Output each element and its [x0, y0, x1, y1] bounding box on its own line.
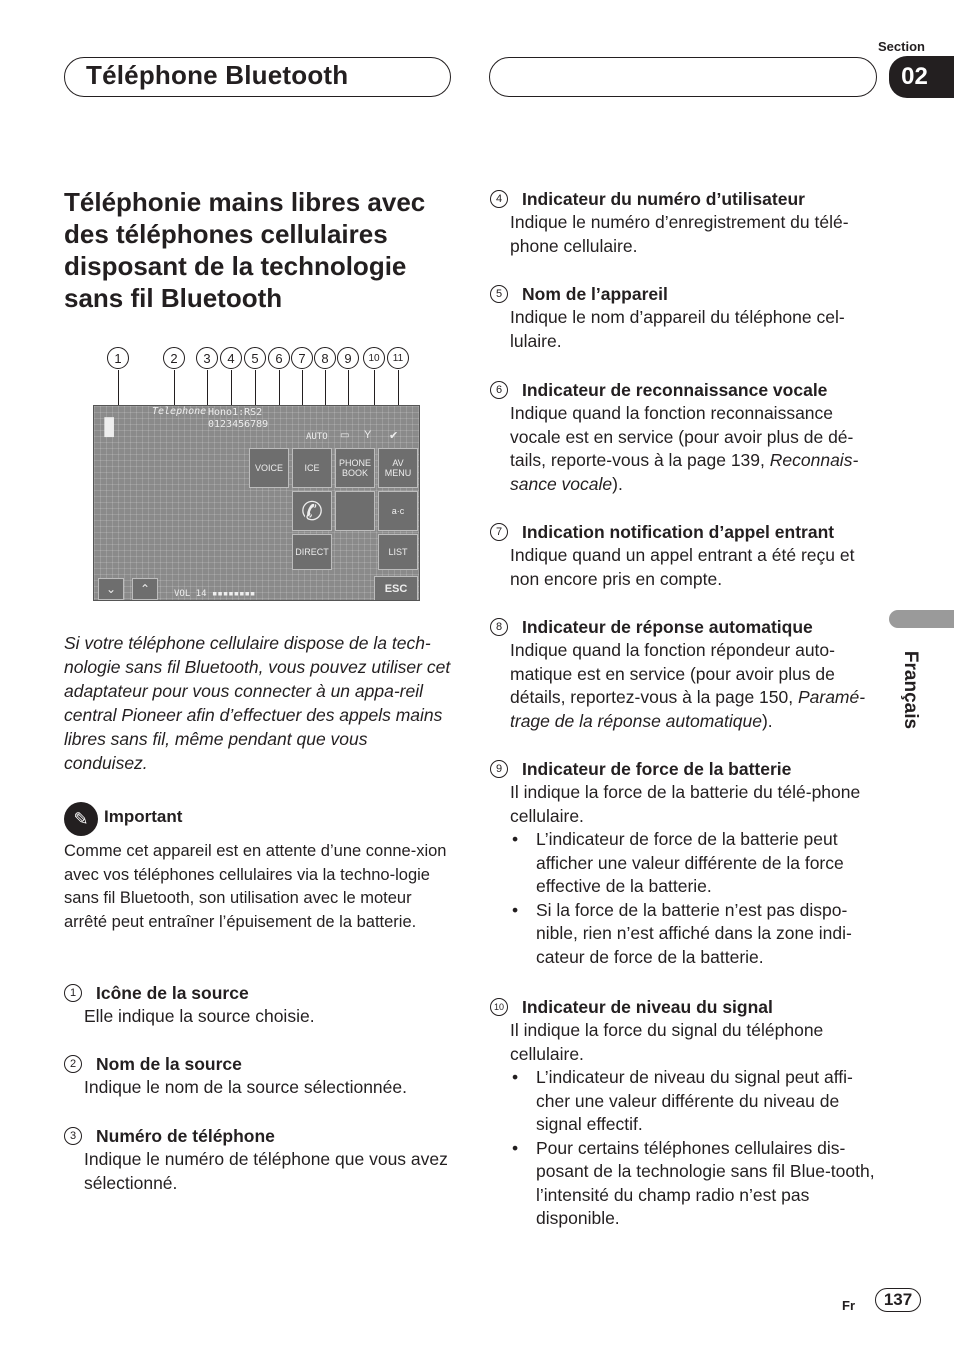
bullet-text: Pour certains téléphones cellulaires dis-posant de la technologie sans fil Blue-tooth, l’intensité du champ radio n’est pas disponible.	[536, 1137, 875, 1228]
screen-voice-button[interactable]: VOICE	[249, 448, 289, 488]
screen-volume-label: VOL 14	[174, 589, 207, 599]
screen-ice-button[interactable]: ICE	[292, 448, 332, 488]
important-text: Comme cet appareil est en attente d’une conne-xion avec vos téléphones cellulaires via la techno-logie sans fil Bluetooth, son utilisation avec le moteur arrêté peut entraîner l’épuisement de la batterie.	[64, 842, 447, 931]
item-source-icon	[64, 982, 454, 1029]
item-body-text: Indique quand la fonction répondeur auto-matique est en service (pour avoir plus de détails, reportez-vous à la page 150,	[510, 640, 835, 707]
screen-esc-button[interactable]: ESC	[374, 576, 418, 601]
signal-icon: Y	[364, 429, 372, 441]
screen-phone-number: 0123456789	[208, 419, 269, 430]
screen-av-menu-button[interactable]: AV MENU	[378, 448, 418, 488]
item-number: 10	[490, 998, 508, 1016]
item-body-reference: Reconnais-sance vocale	[510, 450, 859, 494]
language-tab-bar	[889, 610, 954, 628]
item-body: Indique le nom de la source sélectionnée.	[84, 1077, 407, 1097]
callout-5: 5	[244, 347, 266, 369]
callout-1: 1	[107, 347, 129, 369]
item-body: Indique quand un appel entrant a été reçu et non encore pris en compte.	[510, 545, 855, 589]
callout-9: 9	[337, 347, 359, 369]
incoming-call-icon: ✔	[389, 430, 399, 442]
phone-source-icon: ▮	[102, 410, 117, 440]
item-title: Indication notification d’appel entrant	[522, 522, 835, 542]
item-phone-number	[64, 1125, 454, 1195]
bullet-text: L’indicateur de force de la batterie peut afficher une valeur différente de la force effective de la batterie.	[536, 829, 844, 896]
leader-line-2	[174, 370, 175, 408]
bullet-icon: •	[512, 1067, 519, 1087]
callout-11: 11	[387, 347, 409, 369]
page-title: Téléphonie mains libres avec des téléphones cellulaires disposant de la technologie sans fil Bluetooth	[64, 187, 426, 313]
screen-up-button[interactable]	[132, 578, 158, 600]
item-body: Indique le nom d’appareil du téléphone cel-lulaire.	[510, 307, 845, 351]
callout-7: 7	[291, 347, 313, 369]
item-title: Nom de la source	[96, 1054, 242, 1074]
item-body: Elle indique la source choisie.	[84, 1006, 315, 1026]
abc-icon: a·c	[391, 506, 405, 516]
item-number: 6	[490, 381, 508, 399]
screen-down-button[interactable]	[98, 578, 124, 600]
item-body-text: Indique quand la fonction reconnaissance vocale est en service (pour avoir plus de dé-tails, reporte-vous à la page 139,	[510, 403, 854, 470]
chevron-up-icon: ⌃	[139, 582, 151, 596]
item-body: Indique le numéro de téléphone que vous avez sélectionné.	[84, 1149, 448, 1193]
item-body	[490, 402, 880, 496]
item-number: 1	[64, 984, 82, 1002]
item-body-reference: Paramé-trage de la réponse automatique	[510, 687, 866, 731]
figure-callouts	[64, 347, 454, 377]
item-device-name	[490, 283, 880, 353]
footer-language: Fr	[842, 1298, 855, 1313]
bullet-icon: •	[512, 1137, 519, 1158]
item-source-name	[64, 1053, 454, 1100]
callout-4: 4	[220, 347, 242, 369]
leader-line-5	[255, 370, 256, 410]
intro-text: Si votre téléphone cellulaire dispose de la tech-nologie sans fil Bluetooth, vous pouvez utiliser cet adaptateur pour vous connecter à un appa-reil central Pioneer afin d’effectuer des appels mains libres sans fil, même pendant que vous conduisez.	[64, 633, 451, 773]
item-title: Indicateur de réponse automatique	[522, 617, 813, 637]
list-item	[490, 828, 880, 899]
section-label: Section	[878, 39, 925, 54]
screen-direct-button[interactable]: DIRECT	[292, 534, 332, 570]
screen-auto-label: AUTO	[306, 432, 328, 442]
device-screen	[93, 405, 420, 601]
item-title: Icône de la source	[96, 983, 249, 1003]
screen-volume-dots: ▪▪▪▪▪▪▪▪	[212, 589, 256, 599]
item-voice-recognition	[490, 379, 880, 496]
item-auto-answer	[490, 616, 880, 733]
item-number: 9	[490, 760, 508, 778]
screen-abc-button[interactable]	[378, 491, 418, 531]
list-item	[490, 1066, 880, 1137]
item-title: Indicateur du numéro d’utilisateur	[522, 189, 805, 209]
callout-2: 2	[163, 347, 185, 369]
important-icon: ✎	[64, 802, 98, 836]
section-number: 02	[889, 56, 954, 98]
item-body: Indique le numéro d’enregistrement du télé-phone cellulaire.	[510, 212, 849, 256]
bullet-text: Si la force de la batterie n’est pas dispo-nible, rien n’est affiché dans la zone indi-cateur de force de la batterie.	[536, 899, 852, 967]
item-title: Indicateur de niveau du signal	[522, 997, 773, 1017]
screen-call-button[interactable]	[292, 491, 332, 531]
item-body	[490, 639, 880, 733]
item-title: Indicateur de force de la batterie	[522, 759, 792, 779]
callout-3: 3	[196, 347, 218, 369]
header-right-frame	[489, 57, 877, 97]
item-title: Indicateur de reconnaissance vocale	[522, 380, 828, 400]
list-item	[490, 1137, 880, 1231]
important-label: Important	[104, 807, 183, 826]
item-signal	[490, 996, 880, 1231]
item-number: 3	[64, 1127, 82, 1145]
battery-icon: ▭	[340, 430, 350, 441]
item-body-end: ).	[761, 710, 773, 731]
item-user-number	[490, 188, 880, 258]
screen-blank-button[interactable]	[335, 491, 375, 531]
screen-device-label: Hono1:RS2	[208, 407, 263, 418]
bullet-text: L’indicateur de niveau du signal peut affi-cher une valeur différente du niveau de signal effectif.	[536, 1067, 853, 1134]
item-body-end: ).	[612, 473, 623, 494]
item-title: Numéro de téléphone	[96, 1126, 275, 1146]
list-item	[490, 899, 880, 970]
screen-source-name: Telephone	[152, 406, 207, 417]
callout-8: 8	[314, 347, 336, 369]
item-number: 2	[64, 1055, 82, 1073]
bullet-icon: •	[512, 829, 519, 849]
item-incoming-call	[490, 521, 880, 591]
callout-6: 6	[268, 347, 290, 369]
leader-line-4	[231, 370, 232, 410]
item-number: 5	[490, 285, 508, 303]
screen-phonebook-button[interactable]: PHONE BOOK	[335, 448, 375, 488]
item-battery	[490, 758, 880, 969]
item-number: 8	[490, 618, 508, 636]
chevron-down-icon: ⌄	[105, 582, 117, 596]
header-title: Téléphone Bluetooth	[86, 60, 349, 90]
item-body: Il indique la force du signal du téléphone cellulaire.	[510, 1020, 824, 1064]
callout-10: 10	[363, 347, 385, 369]
handset-icon: ✆	[301, 496, 323, 526]
item-title: Nom de l’appareil	[522, 284, 668, 304]
page-number: 137	[875, 1288, 921, 1312]
leader-line-1	[118, 370, 119, 410]
item-number: 4	[490, 190, 508, 208]
item-body: Il indique la force de la batterie du télé-phone cellulaire.	[510, 782, 861, 826]
screen-list-button[interactable]: LIST	[378, 534, 418, 570]
language-tab	[895, 640, 925, 740]
item-number: 7	[490, 523, 508, 541]
bullet-icon: •	[512, 899, 519, 920]
language-tab-label: Français	[900, 650, 921, 730]
